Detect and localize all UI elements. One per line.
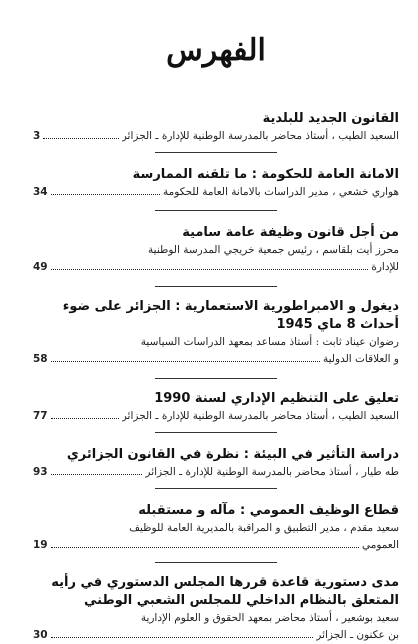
page-number: 34: [33, 186, 48, 198]
entry-title: الامانة العامة للحكومة : ما تلقنه الممارسة: [132, 167, 399, 182]
page-number: 58: [33, 353, 48, 365]
page-number: 93: [33, 466, 48, 478]
entry-title: القانون الجديد للبلدية: [262, 111, 399, 126]
leader-dots: [51, 269, 369, 270]
page-number: 3: [33, 130, 41, 142]
divider: [155, 562, 277, 563]
leader-dots: [51, 194, 160, 195]
entry-title: ديغول و الامبراطورية الاستعمارية : الجزائر على ضوء أحداث 8 ماي 1945: [62, 299, 399, 332]
entry-author: السعيد الطيب ، أستاذ محاضر بالمدرسة الوطنية للإدارة ـ الجزائر 3: [33, 128, 399, 145]
entry-title: دراسة التأثير في البيئة : نظرة في القانون الجزائري: [66, 447, 399, 462]
toc-entry-8: [33, 574, 399, 644]
leader-dots: [51, 418, 119, 419]
entry-title: تعليق على التنظيم الإداري لسنة 1990: [154, 391, 399, 406]
toc-entry-1: [33, 110, 399, 145]
entry-author: هواري خشعي ، مدير الدراسات بالامانة العامة للحكومة 34: [33, 184, 399, 201]
page-number: 30: [33, 629, 48, 641]
page-number: 49: [33, 261, 48, 273]
toc-entry-2: [33, 166, 399, 201]
divider: [155, 488, 277, 489]
divider: [155, 432, 277, 433]
divider: [155, 152, 277, 153]
entry-author: محرز أيت بلقاسم ، رئيس جمعية خريجي المدرسة الوطنية للإدارة 49: [33, 242, 399, 276]
leader-dots: [51, 547, 359, 548]
page-title: الفهرس: [166, 33, 266, 68]
entry-author: رضوان عيناد ثابت : أستاذ مساعد بمعهد الدراسات السياسية و العلاقات الدولية 58: [33, 334, 399, 368]
divider: [155, 378, 277, 379]
leader-dots: [43, 138, 118, 139]
page-number: 77: [33, 410, 48, 422]
toc-entry-7: [33, 502, 399, 554]
toc-entry-4: [33, 298, 399, 368]
entry-title: مدى دستورية قاعدة قررها المجلس الدستوري في رأيه المتعلق بالنظام الداخلي للمجلس الشعبي الوطني: [51, 575, 399, 608]
divider: [155, 210, 277, 211]
toc-entry-5: [33, 390, 399, 425]
toc-entry-3: [33, 224, 399, 276]
leader-dots: [51, 361, 320, 362]
leader-dots: [51, 474, 143, 475]
page-number: 19: [33, 539, 48, 551]
entry-author: سعيد مقدم ، مدير التطبيق و المراقبة بالمديرية العامة للوظيف العمومي 19: [33, 520, 399, 554]
entry-title: من أجل قانون وظيفة عامة سامية: [182, 225, 399, 240]
entry-author: سعيد بوشعير ، أستاذ محاضر بمعهد الحقوق و العلوم الإدارية بن عكنون ـ الجزائر 30: [33, 610, 399, 644]
divider: [155, 286, 277, 287]
entry-author: السعيد الطيب ، أستاذ محاضر بالمدرسة الوطنية للإدارة ـ الجزائر 77: [33, 408, 399, 425]
entry-author: طه طيار ، أستاذ محاضر بالمدرسة الوطنية للإدارة ـ الجزائر 93: [33, 464, 399, 481]
entry-title: قطاع الوظيف العمومي : مآله و مستقبله: [138, 503, 399, 518]
leader-dots: [51, 637, 314, 638]
toc-entry-6: [33, 446, 399, 481]
